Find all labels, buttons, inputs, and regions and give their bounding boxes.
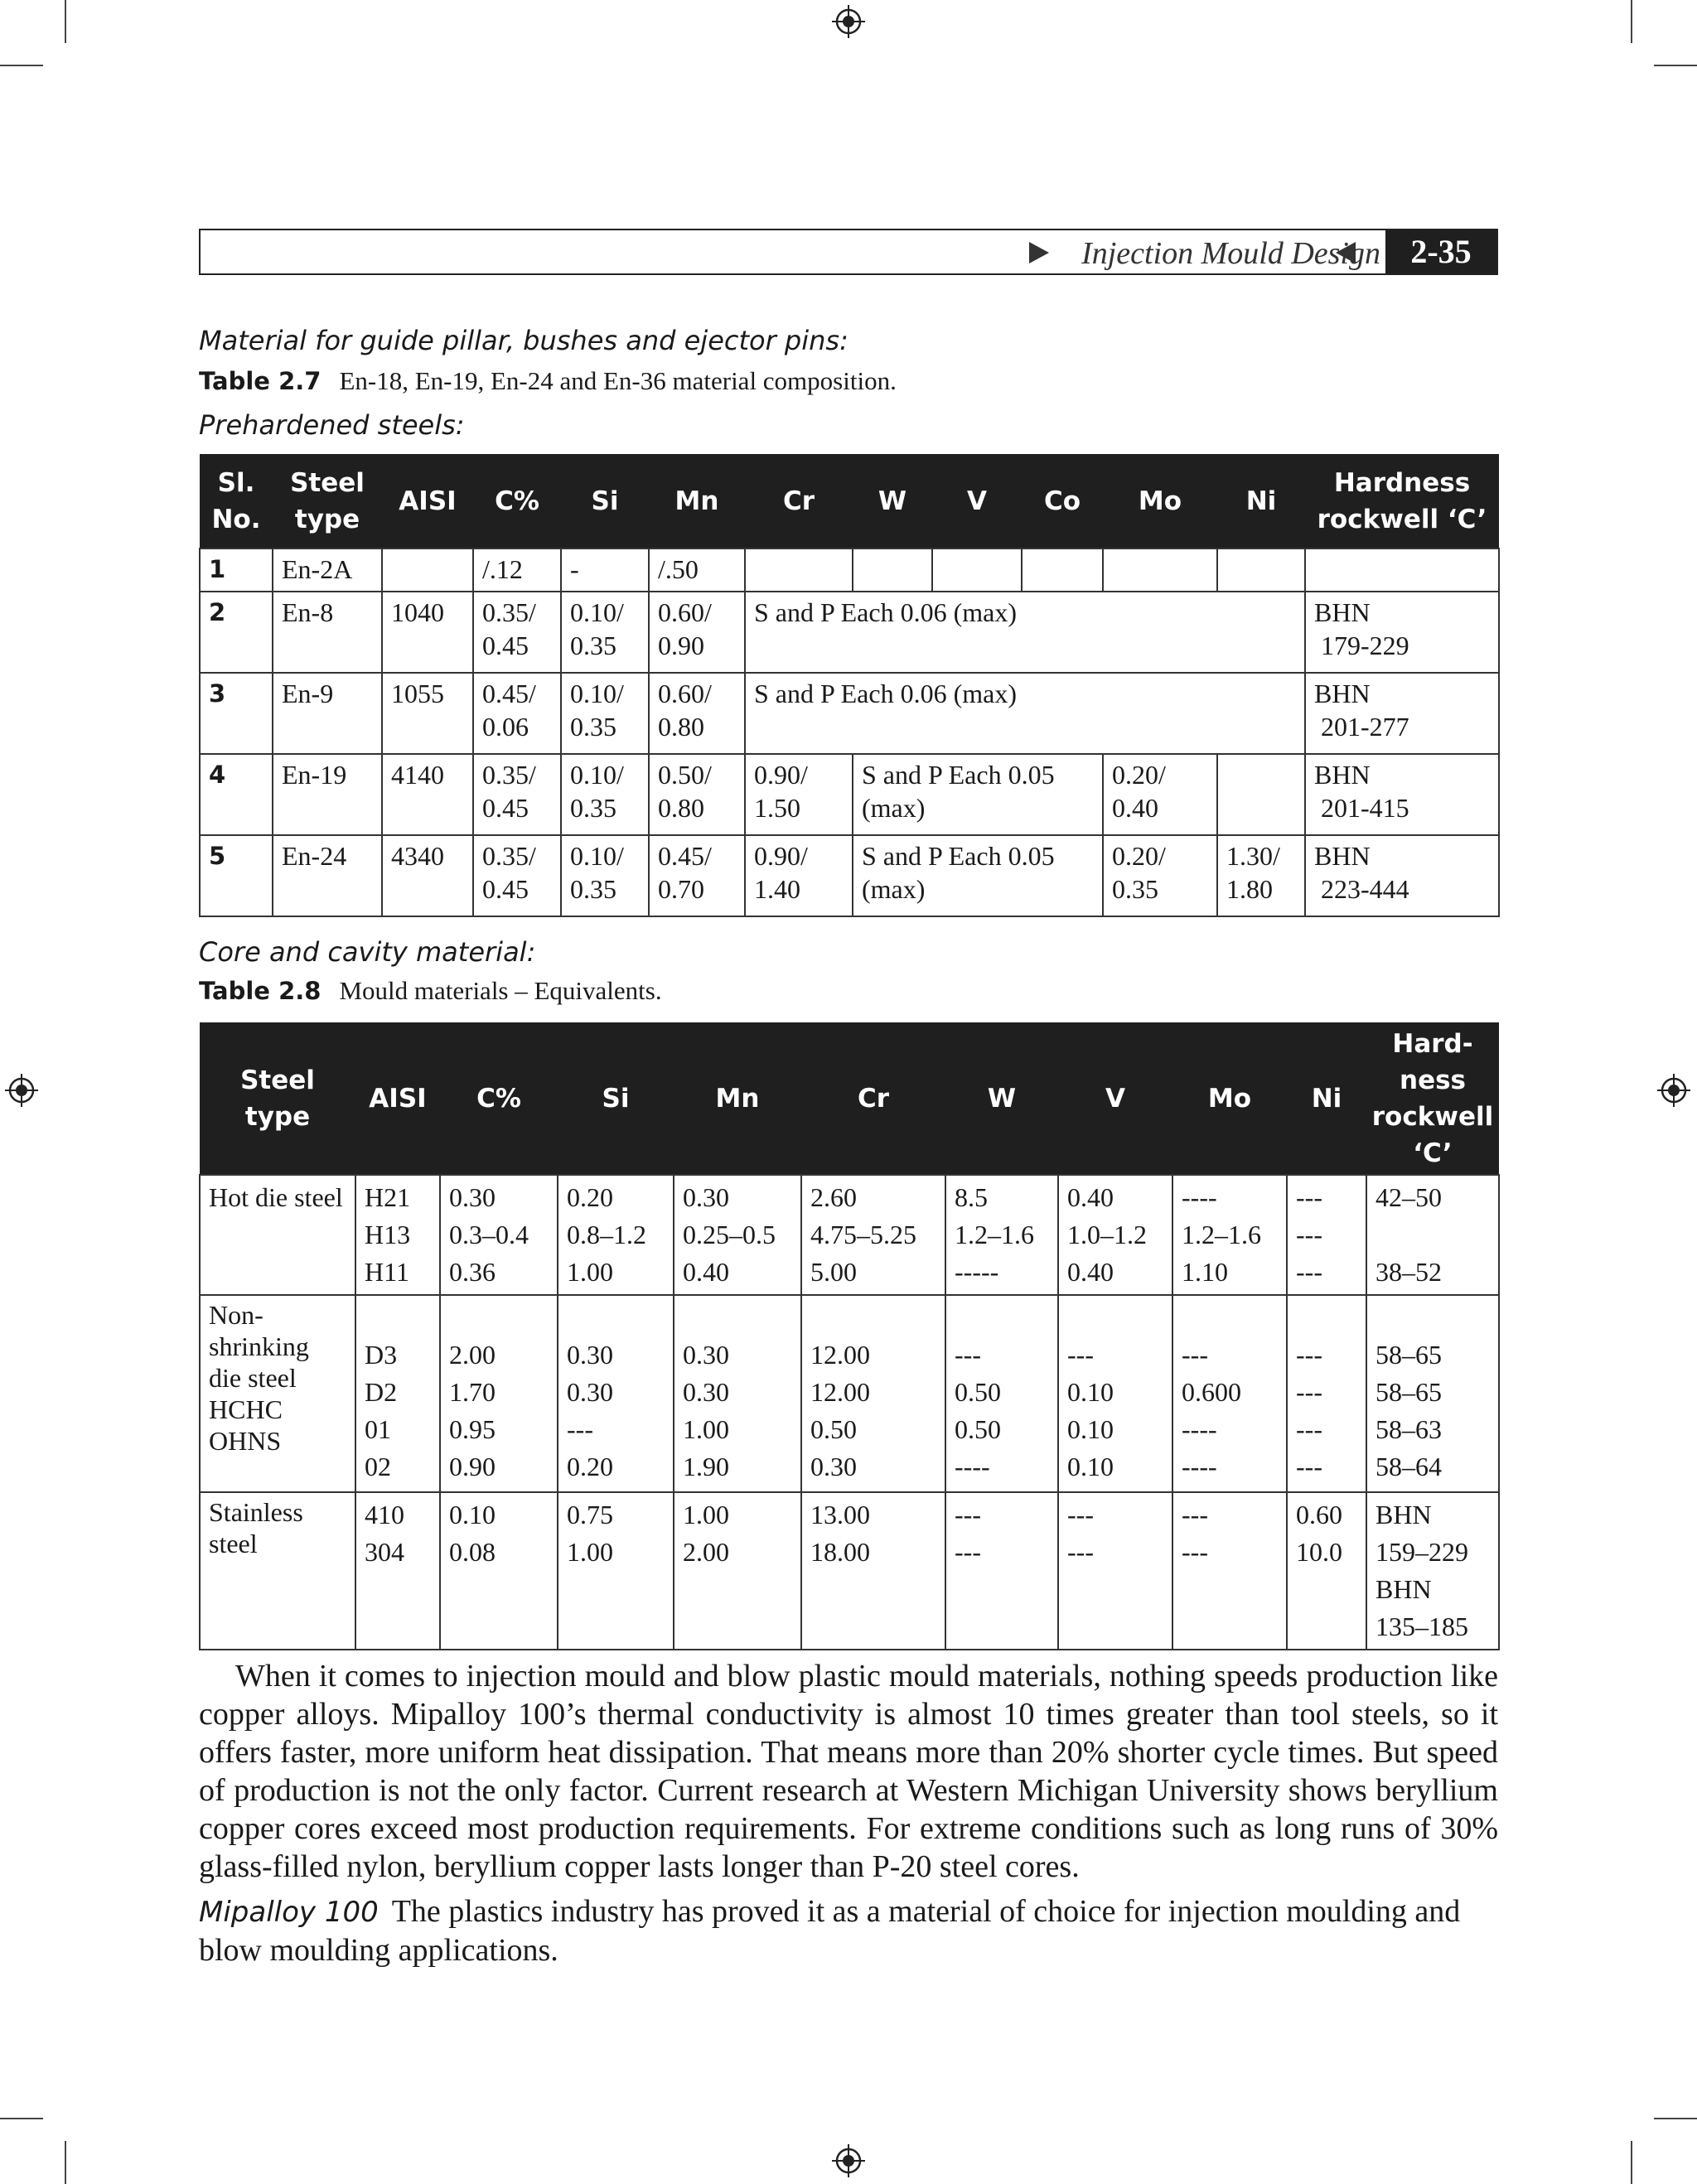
table-cell [1103, 548, 1217, 592]
table-cell-span: S and P Each 0.05 (max) [853, 835, 1103, 916]
table-cell-span: S and P Each 0.05 (max) [853, 754, 1103, 835]
column-header: Mo [1103, 454, 1217, 548]
crop-mark [1654, 2118, 1697, 2119]
hardness-cell [1305, 754, 1499, 835]
mipalloy-lead: Mipalloy 100 [199, 1896, 379, 1929]
hardness-unit: BHN [1314, 597, 1371, 627]
table-cell: 0.30 0.3–0.4 0.36 [440, 1175, 558, 1295]
triangle-left-icon [1336, 242, 1356, 263]
table-cell: 2 [200, 592, 273, 673]
table-cell [1217, 548, 1305, 592]
table-cell: 0.35/ 0.45 [473, 754, 561, 835]
table-row [200, 835, 1499, 916]
table-cell: Non- shrinking die steel HCHC OHNS [200, 1295, 355, 1492]
table-cell: --- 0.10 0.10 0.10 [1058, 1295, 1172, 1492]
crop-mark [0, 2118, 43, 2119]
table-row [200, 1492, 1499, 1650]
table-cell: 0.30 0.30 1.00 1.90 [674, 1295, 801, 1492]
table-caption [199, 366, 897, 396]
table-label: Table 2.7 [199, 367, 322, 395]
registration-mark-icon [5, 1074, 38, 1107]
table-cell: 0.75 1.00 [558, 1492, 674, 1650]
table-header-row [200, 454, 1499, 548]
column-header: Steel type [200, 1022, 355, 1175]
subheading: Prehardened steels: [199, 409, 465, 441]
table-cell [1022, 548, 1103, 592]
table-cell: 1040 [382, 592, 473, 673]
table-cell: 0.10 0.08 [440, 1492, 558, 1650]
table-cell: 0.60 10.0 [1287, 1492, 1366, 1650]
hardness-cell [1305, 592, 1499, 673]
table-cell-span: S and P Each 0.06 (max) [745, 673, 1305, 754]
column-header: Si [558, 1022, 674, 1175]
table-cell: En-8 [273, 592, 382, 673]
table-caption-text: Mould materials – Equivalents. [339, 976, 662, 1005]
table-cell: 0.10/ 0.35 [561, 754, 649, 835]
table-cell: --- 0.600 ---- ---- [1172, 1295, 1287, 1492]
hardness-unit: BHN [1314, 841, 1371, 871]
table-row [200, 1295, 1499, 1492]
table-caption-text: En-18, En-19, En-24 and En-36 material composition. [339, 366, 897, 395]
table-cell: 0.10/ 0.35 [561, 592, 649, 673]
registration-mark-icon [832, 5, 865, 38]
table-row [200, 754, 1499, 835]
table-cell: 0.90/ 1.40 [745, 835, 853, 916]
table-cell: /.12 [473, 548, 561, 592]
table-cell: 0.20/ 0.40 [1103, 754, 1217, 835]
triangle-right-icon [1029, 242, 1049, 263]
table-cell: 0.35/ 0.45 [473, 835, 561, 916]
crop-mark [1654, 65, 1697, 66]
table-cell: --- --- --- --- [1287, 1295, 1366, 1492]
running-title: Injection Mould Design [1081, 236, 1380, 271]
table-cell: 1055 [382, 673, 473, 754]
table-row [200, 592, 1499, 673]
table-cell: --- 0.50 0.50 ---- [945, 1295, 1058, 1492]
table-cell: ---- 1.2–1.6 1.10 [1172, 1175, 1287, 1295]
table-cell: 8.5 1.2–1.6 ----- [945, 1175, 1058, 1295]
table-cell [745, 548, 853, 592]
column-header: Mn [649, 454, 745, 548]
equivalents-table [199, 1022, 1500, 1650]
table-cell: 4140 [382, 754, 473, 835]
table-cell: 0.20/ 0.35 [1103, 835, 1217, 916]
column-header: Si [561, 454, 649, 548]
crop-mark [1631, 2141, 1632, 2184]
table-cell [1305, 548, 1499, 592]
column-header: AISI [382, 454, 473, 548]
table-row [200, 548, 1499, 592]
table-cell: H21 H13 H11 [355, 1175, 440, 1295]
hardness-unit: BHN [1314, 760, 1371, 790]
table-cell: 4340 [382, 835, 473, 916]
registration-mark-icon [1657, 1074, 1690, 1107]
table-row [200, 673, 1499, 754]
table-cell [932, 548, 1022, 592]
table-cell: 0.10/ 0.35 [561, 835, 649, 916]
table-cell: --- --- --- [1287, 1175, 1366, 1295]
body-paragraph: When it comes to injection mould and blow plastic mould materials, nothing speeds production like copper alloys. Mipalloy 100’s thermal conductivity is almost 10 times greater than tool steels, so it offers faster, more uniform heat dissipation. That means more than 20% shorter cycle times. But speed of production is not the only factor. Current research at Western Michigan University shows beryllium copper cores exceed most production requirements. For extreme conditions such as long runs of 30% glass-filled nylon, beryllium copper lasts longer than P-20 steel cores. [199, 1659, 1498, 1884]
column-header: Sl. No. [200, 454, 273, 548]
table-cell: 0.50/ 0.80 [649, 754, 745, 835]
table-cell: 0.60/ 0.80 [649, 673, 745, 754]
table-cell: 1 [200, 548, 273, 592]
hardness-cell [1305, 835, 1499, 916]
table-cell: 13.00 18.00 [801, 1492, 945, 1650]
table-cell: Stainless steel [200, 1492, 355, 1650]
table-cell: Hot die steel [200, 1175, 355, 1295]
table-cell: 0.45/ 0.70 [649, 835, 745, 916]
table-cell: 1.00 2.00 [674, 1492, 801, 1650]
table-cell: 1.30/ 1.80 [1217, 835, 1305, 916]
mipalloy-paragraph [199, 1892, 1498, 1969]
table-cell: En-2A [273, 548, 382, 592]
column-header: V [932, 454, 1022, 548]
hardness-value: 201-415 [1321, 793, 1409, 823]
table-cell: 5 [200, 835, 273, 916]
section-heading: Material for guide pillar, bushes and ejector pins: [199, 325, 848, 356]
table-cell: En-24 [273, 835, 382, 916]
table-cell: 12.00 12.00 0.50 0.30 [801, 1295, 945, 1492]
column-header: Hard- ness rockwell ‘C’ [1366, 1022, 1499, 1175]
table-cell [382, 548, 473, 592]
table-cell: 0.40 1.0–1.2 0.40 [1058, 1175, 1172, 1295]
table-cell: /.50 [649, 548, 745, 592]
table-cell: --- --- [945, 1492, 1058, 1650]
composition-table [199, 454, 1500, 917]
table-cell: 0.20 0.8–1.2 1.00 [558, 1175, 674, 1295]
table-cell: 0.90/ 1.50 [745, 754, 853, 835]
table-cell: 2.00 1.70 0.95 0.90 [440, 1295, 558, 1492]
column-header: W [945, 1022, 1058, 1175]
column-header: V [1058, 1022, 1172, 1175]
section-heading: Core and cavity material: [199, 936, 536, 968]
table-cell: 0.60/ 0.90 [649, 592, 745, 673]
table-cell: 0.10/ 0.35 [561, 673, 649, 754]
column-header: C% [440, 1022, 558, 1175]
column-header: Mo [1172, 1022, 1287, 1175]
table-cell: 0.30 0.25–0.5 0.40 [674, 1175, 801, 1295]
column-header: AISI [355, 1022, 440, 1175]
table-cell: 2.60 4.75–5.25 5.00 [801, 1175, 945, 1295]
column-header: Mn [674, 1022, 801, 1175]
table-cell: 410 304 [355, 1492, 440, 1650]
table-cell: --- --- [1172, 1492, 1287, 1650]
column-header: C% [473, 454, 561, 548]
page-number: 2-35 [1385, 230, 1496, 273]
table-cell-span: S and P Each 0.06 (max) [745, 592, 1305, 673]
table-label: Table 2.8 [199, 977, 322, 1005]
table-cell [853, 548, 932, 592]
table-cell: En-19 [273, 754, 382, 835]
crop-mark [65, 0, 66, 43]
column-header: Cr [745, 454, 853, 548]
hardness-value: 223-444 [1321, 874, 1409, 904]
table-cell: 58–65 58–65 58–63 58–64 [1366, 1295, 1499, 1492]
table-cell: 4 [200, 754, 273, 835]
column-header: Cr [801, 1022, 945, 1175]
table-cell: --- --- [1058, 1492, 1172, 1650]
table-cell [1217, 754, 1305, 835]
column-header: Ni [1287, 1022, 1366, 1175]
table-cell: 3 [200, 673, 273, 754]
column-header: Hardness rockwell ‘C’ [1305, 454, 1499, 548]
table-caption [199, 976, 662, 1006]
table-cell: 0.35/ 0.45 [473, 592, 561, 673]
table-header-row [200, 1022, 1499, 1175]
column-header: Steel type [273, 454, 382, 548]
crop-mark [1631, 0, 1632, 43]
mipalloy-text: The plastics industry has proved it as a material of choice for injection moulding and blow moulding applications. [199, 1894, 1461, 1968]
table-row [200, 1175, 1499, 1295]
hardness-value: 179-229 [1321, 631, 1409, 660]
crop-mark [65, 2141, 66, 2184]
hardness-unit: BHN [1314, 679, 1371, 708]
column-header: W [853, 454, 932, 548]
table-cell: - [561, 548, 649, 592]
column-header: Ni [1217, 454, 1305, 548]
table-cell: 0.30 0.30 --- 0.20 [558, 1295, 674, 1492]
hardness-cell [1305, 673, 1499, 754]
running-header [199, 229, 1498, 275]
table-cell: D3 D2 01 02 [355, 1295, 440, 1492]
registration-mark-icon [832, 2144, 865, 2177]
crop-mark [0, 65, 43, 66]
table-cell: En-9 [273, 673, 382, 754]
table-cell: 42–50 38–52 [1366, 1175, 1499, 1295]
hardness-value: 201-277 [1321, 712, 1409, 742]
column-header: Co [1022, 454, 1103, 548]
table-cell: 0.45/ 0.06 [473, 673, 561, 754]
table-cell: BHN 159–229 BHN 135–185 [1366, 1492, 1499, 1650]
